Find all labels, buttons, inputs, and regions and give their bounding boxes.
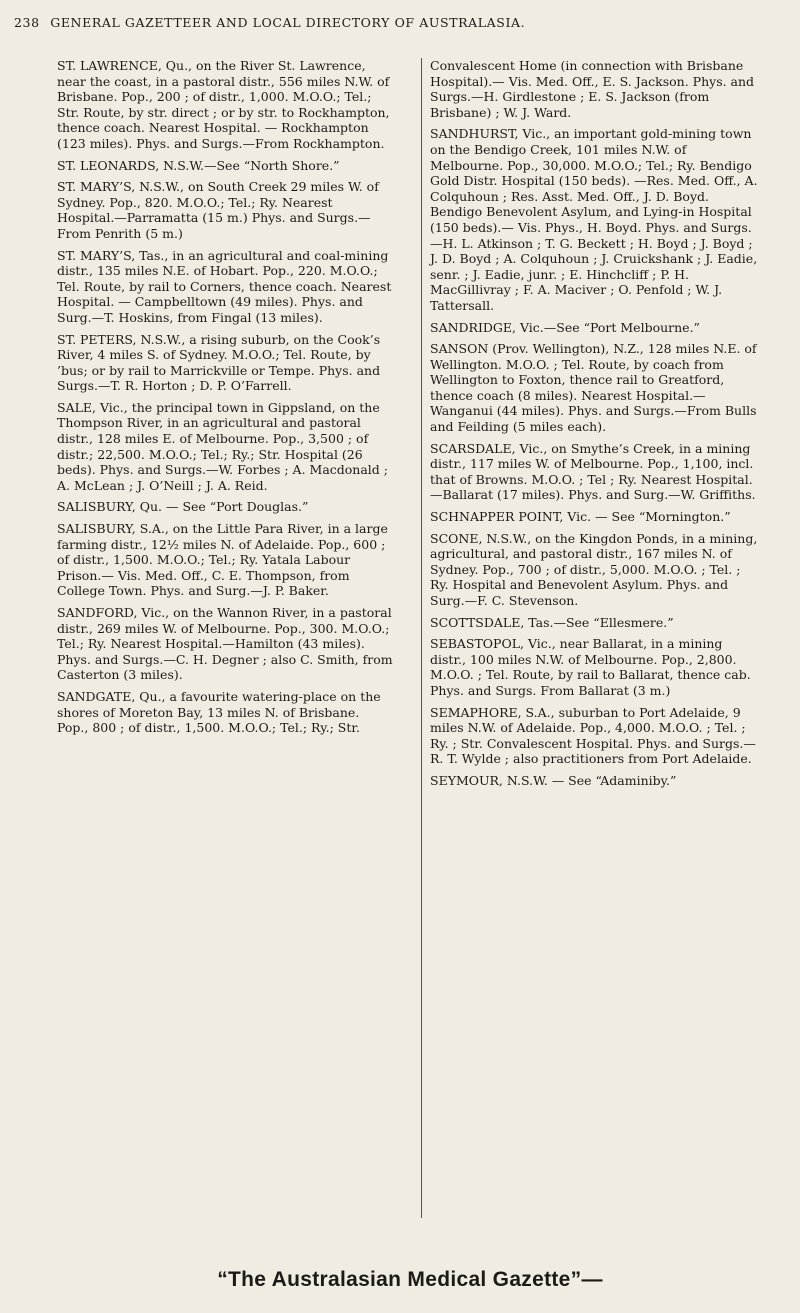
- directory-entry: SANDHURST, Vic., an important gold-mining town on the Bendigo Creek, 101 miles N.W. of Melbourne. Pop., 30,000. M.O.O.; Tel.; Ry. Bendigo Gold Distr. Hospital (150 beds). —Res. Med. Off., A. Colquhoun ; Res. Asst. Med. Off., J. D. Boyd. Bendigo Benevolent Asylum, and Lying-in Hospital (150 beds).— Vis. Phys., H. Boyd. Phys. and Surgs.—H. L. Atkinson ; T. G. Beckett ; H. Boyd ; J. Boyd ; J. D. Boyd ; A. Colquhoun ; J. Cruickshank ; J. Eadie, senr. ; J. Eadie, junr. ; E. Hinchcliff ; P. H. MacGillivray ; F. A. Maciver ; O. Penfold ; W. J. Tattersall.: [430, 126, 758, 313]
- directory-entry: SCHNAPPER POINT, Vic. — See “Mornington.”: [430, 509, 731, 525]
- directory-entry: SANDRIDGE, Vic.—See “Port Melbourne.”: [430, 319, 700, 335]
- directory-entry: SANSON (Prov. Wellington), N.Z., 128 miles N.E. of Wellington. M.O.O. ; Tel. Route, by coach from Wellington to Foxton, thence rail to Greatford, thence coach (8 miles). Nearest Hospital.—Wanganui (44 miles). Phys. and Surgs.—From Bulls and Feilding (5 miles each).: [430, 341, 757, 435]
- directory-entry: SEYMOUR, N.S.W. — See “Adaminiby.”: [430, 772, 677, 788]
- directory-entry: SANDFORD, Vic., on the Wannon River, in a pastoral distr., 269 miles W. of Melbourne. Pop., 300. M.O.O.; Tel.; Ry. Nearest Hospital.—Hamilton (43 miles). Phys. and Surgs.—C. H. Degner ; also C. Smith, from Casterton (3 miles).: [57, 605, 393, 683]
- directory-entry: ST. PETERS, N.S.W., a rising suburb, on the Cook’s River, 4 miles S. of Sydney. M.O.O.; Tel. Route, by ’bus; or by rail to Marrickville or Tempe. Phys. and Surgs.—T. R. Horton ; D. P. O’Farrell.: [57, 331, 381, 394]
- page-number: 238: [14, 15, 40, 30]
- directory-entry: ST. MARY’S, N.S.W., on South Creek 29 miles W. of Sydney. Pop., 820. M.O.O.; Tel.; Ry. Nearest Hospital.—Parramatta (15 m.) Phys. and Surgs.—From Penrith (5 m.): [57, 179, 379, 241]
- directory-entry: ST. LAWRENCE, Qu., on the River St. Lawrence, near the coast, in a pastoral distr., 556 miles N.W. of Brisbane. Pop., 200 ; of distr., 1,000. M.O.O.; Tel.; Str. Route, by str. direct ; or by str. to Rockhampton, thence coach. Nearest Hospital. — Rockhampton (123 miles). Phys. and Surgs.—From Rockhampton.: [57, 58, 390, 151]
- directory-entry: SEMAPHORE, S.A., suburban to Port Adelaide, 9 miles N.W. of Adelaide. Pop., 4,000. M.O.O. ; Tel. ; Ry. ; Str. Convalescent Hospital. Phys. and Surgs.— R. T. Wylde ; also practitioners from Port Adelaide.: [430, 704, 756, 767]
- directory-entry: SCONE, N.S.W., on the Kingdon Ponds, in a mining, agricultural, and pastoral distr., 167 miles N. of Sydney. Pop., 700 ; of distr., 5,000. M.O.O. ; Tel. ; Ry. Hospital and Benevolent Asylum. Phys. and Surg.—F. C. Stevenson.: [430, 530, 758, 608]
- directory-entry: SALISBURY, Qu. — See “Port Douglas.”: [57, 499, 309, 515]
- directory-entry: SALISBURY, S.A., on the Little Para River, in a large farming distr., 12½ miles N. of Adelaide. Pop., 600 ; of distr., 1,500. M.O.O.; Tel.; Ry. Yatala Labour Prison.— Vis. Med. Off., C. E. Thompson, from College Town. Phys. and Surg.—J. P. Baker.: [57, 521, 388, 599]
- directory-entry: SANDGATE, Qu., a favourite watering-place on the shores of Moreton Bay, 13 miles N. of Brisbane. Pop., 800 ; of distr., 1,500. M.O.O.; Tel.; Ry.; Str.: [57, 688, 381, 736]
- directory-entry: ST. LEONARDS, N.S.W.—See “North Shore.”: [57, 157, 340, 173]
- running-title: GENERAL GAZETTEER AND LOCAL DIRECTORY OF AUSTRALASIA.: [50, 15, 526, 30]
- directory-entry: SALE, Vic., the principal town in Gippsland, on the Thompson River, in an agricultural and pastoral distr., 128 miles E. of Melbourne. Pop., 3,500 ; of distr.; 22,500. M.O.O.; Tel.; Ry.; Str. Hospital (26 beds). Phys. and Surgs.—W. Forbes ; A. Macdonald ; A. McLean ; J. O’Neill ; J. A. Reid.: [57, 399, 388, 493]
- directory-entry: SCARSDALE, Vic., on Smythe’s Creek, in a mining distr., 117 miles W. of Melbourne. Pop., 1,100, incl. that of Browns. M.O.O. ; Tel ; Ry. Nearest Hospital.—Ballarat (17 miles). Phys. and Surg.—W. Griffiths.: [430, 440, 756, 503]
- footer-advert: “The Australasian Medical Gazette”—: [217, 1268, 603, 1291]
- directory-entry: SEBASTOPOL, Vic., near Ballarat, in a mining distr., 100 miles N.W. of Melbourne. Pop., 2,800. M.O.O. ; Tel. Route, by rail to Ballarat, thence cab. Phys. and Surgs. From Ballarat (3 m.): [430, 636, 751, 698]
- directory-entry: Convalescent Home (in connection with Brisbane Hospital).— Vis. Med. Off., E. S. Jackson. Phys. and Surgs.—H. Girdlestone ; E. S. Jackson (from Brisbane) ; W. J. Ward.: [430, 58, 755, 120]
- right-column: [421, 58, 760, 1218]
- directory-entry: ST. MARY’S, Tas., in an agricultural and coal-mining distr., 135 miles N.E. of Hobart. Pop., 220. M.O.O.; Tel. Route, by rail to Corners, thence coach. Nearest Hospital. — Campbelltown (49 miles). Phys. and Surg.—T. Hoskins, from Fingal (13 miles).: [57, 247, 392, 325]
- directory-entry: SCOTTSDALE, Tas.—See “Ellesmere.”: [430, 614, 674, 630]
- left-column: [57, 58, 393, 742]
- page-header: [14, 15, 774, 30]
